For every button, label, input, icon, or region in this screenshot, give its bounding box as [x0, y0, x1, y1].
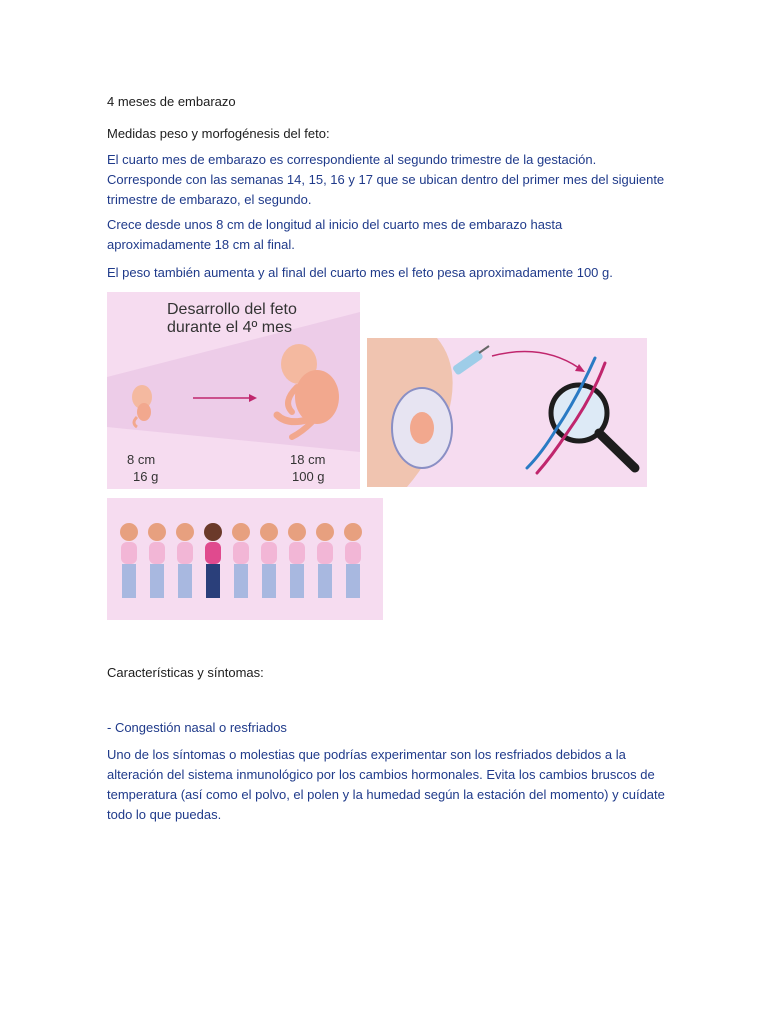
fetal-development-figure: [107, 292, 360, 489]
syringe-icon: [452, 346, 489, 376]
woman-icon-7: [288, 523, 306, 598]
women-row-illustration: [107, 498, 383, 620]
dna-test-figure: [367, 338, 647, 487]
woman-icon-highlighted: [204, 523, 222, 598]
women-row-figure: [107, 498, 383, 620]
woman-icon-8: [316, 523, 334, 598]
dna-test-illustration: [367, 338, 647, 487]
figure-title-line1: Desarrollo del feto: [167, 301, 297, 318]
woman-icon-3: [176, 523, 194, 598]
symptom-bullet-nasal: - Congestión nasal o resfriados: [107, 720, 287, 735]
magnifier-icon: [551, 385, 635, 468]
end-length-label: 18 cm: [290, 452, 326, 467]
paragraph-nasal-congestion: Uno de los síntomas o molestias que podrías experimentar son los resfriados debidos a la alteración del sistema inmunológico por los cambios hormonales. Evita los cambios bruscos de temperatura (así como el polvo, el polen y la humedad según la estación del momento) y cuídate todo lo que puedas.: [107, 747, 665, 822]
figure-title-line2: durante el 4º mes: [167, 319, 293, 336]
section-heading-measures: Medidas peso y morfogénesis del feto:: [107, 126, 330, 141]
woman-icon-2: [148, 523, 166, 598]
start-weight-label: 16 g: [133, 469, 159, 484]
end-weight-label: 100 g: [292, 469, 325, 484]
woman-icon-9: [344, 523, 362, 598]
start-length-label: 8 cm: [127, 452, 156, 467]
paragraph-length: Crece desde unos 8 cm de longitud al inicio del cuarto mes de embarazo hasta aproximadamente 18 cm al final.: [107, 217, 563, 252]
woman-icon-6: [260, 523, 278, 598]
paragraph-weight: El peso también aumenta y al final del cuarto mes el feto pesa aproximadamente 100 g.: [107, 265, 613, 280]
woman-icon-1: [120, 523, 138, 598]
page-title: 4 meses de embarazo: [107, 94, 236, 109]
fetal-development-illustration: [107, 292, 360, 489]
woman-icon-5: [232, 523, 250, 598]
section-heading-symptoms: Características y síntomas:: [107, 665, 264, 680]
paragraph-fourth-month: El cuarto mes de embarazo es correspondiente al segundo trimestre de la gestación. Corresponde con las semanas 14, 15, 16 y 17 que se ubican dentro del primer mes del siguiente trimestre de embarazo, el segundo.: [107, 152, 665, 207]
